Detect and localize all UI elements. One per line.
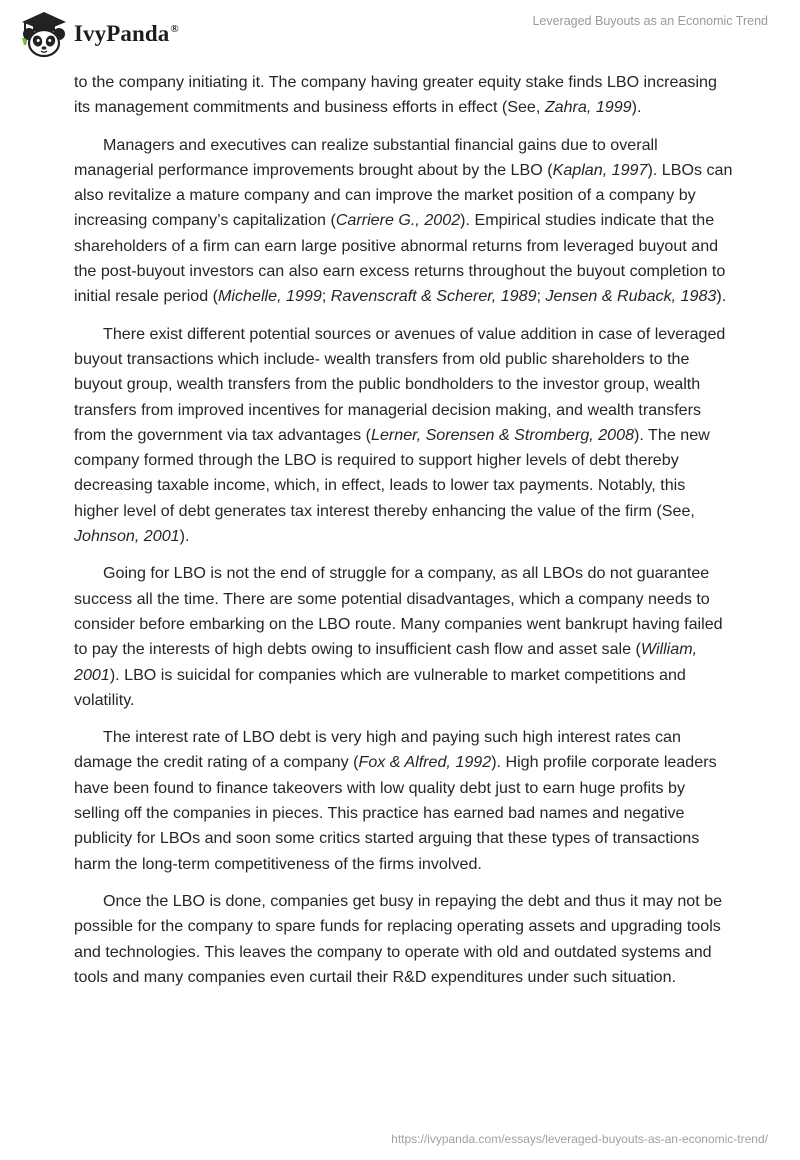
citation: Jensen & Ruback, 1983 [545, 287, 717, 306]
panda-graduate-icon [14, 8, 70, 60]
paragraph-text: ; [536, 287, 546, 306]
body-paragraph [74, 70, 734, 121]
paragraph-text: ). The new company formed through the LBO is required to support higher levels of debt thereby decreasing taxable income, which, in effect, leads to lower tax payments. Notably, this higher level of debt generates tax interest thereby enhancing the value of the firm (See, [74, 425, 710, 520]
paragraph-text: ). [716, 287, 727, 306]
paragraph-text: ). High profile corporate leaders have been found to finance takeovers with low quality debt just to earn huge profits by selling off the companies in pieces. This practice has earned bad names and negative publicity for LBOs and soon some critics started arguing that these types of transactions harm the long-term competitiveness of the firms involved. [74, 753, 717, 873]
body-paragraph [74, 725, 734, 877]
citation: Johnson, 2001 [74, 527, 180, 546]
essay-body [74, 70, 734, 1002]
paragraph-text: There exist different potential sources or avenues of value addition in case of leveraged buyout transactions which include- wealth transfers from old public shareholders to the buyout group, wealth transfers from the public bondholders to the investor group, wealth transfers from improved incentives for managerial decision making, and wealth transfers from the government via tax advantages ( [74, 324, 726, 444]
paragraph-text: Once the LBO is done, companies get busy in repaying the debt and thus it may not be possible for the company to spare funds for replacing operating assets and upgrading tools and technologies. This leaves the company to operate with old and outdated systems and tools and many companies even curtail their R&D expenditures under such situation. [74, 891, 723, 986]
body-paragraph [74, 133, 734, 310]
page-header [0, 0, 800, 64]
source-url[interactable]: https://ivypanda.com/essays/leveraged-buyouts-as-an-economic-trend/ [391, 1132, 768, 1146]
citation: Ravenscraft & Scherer, 1989 [330, 287, 537, 306]
citation: Michelle, 1999 [218, 287, 322, 306]
paragraph-text: ; [321, 287, 331, 306]
paragraph-text: The interest rate of LBO debt is very high and paying such high interest rates can damage the credit rating of a company ( [74, 728, 681, 772]
citation: Zahra, 1999 [544, 98, 632, 117]
paragraph-text: to the company initiating it. The company having greater equity stake finds LBO increasing its management commitments and business efforts in effect (See, [74, 73, 717, 117]
body-paragraph [74, 561, 734, 713]
paragraph-text: Going for LBO is not the end of struggle for a company, as all LBOs do not guarantee success all the time. There are some potential disadvantages, which a company needs to consider before embarking on the LBO route. Many companies went bankrupt having failed to pay the interests of high debts owing to insufficient cash flow and asset sale ( [74, 564, 723, 659]
citation: William, 2001 [74, 640, 698, 684]
paragraph-text: ). LBOs can also revitalize a mature company and can improve the market position of a company by increasing company’s capitalization ( [74, 160, 733, 230]
paragraph-text: ). LBO is suicidal for companies which are vulnerable to market competitions and volatility. [74, 665, 686, 709]
document-title: Leveraged Buyouts as an Economic Trend [532, 14, 768, 28]
paragraph-text: ). Empirical studies indicate that the shareholders of a firm can earn large positive abnormal returns from leveraged buyout and the post-buyout investors can also earn excess returns throughout the buyout completion to initial resale period ( [74, 211, 726, 306]
paragraph-text: Managers and executives can realize substantial financial gains due to overall managerial performance improvements brought about by the LBO ( [74, 135, 658, 179]
citation: Fox & Alfred, 1992 [358, 753, 492, 772]
citation: Lerner, Sorensen & Stromberg, 2008 [371, 425, 635, 444]
body-paragraph [74, 322, 734, 550]
citation: Carriere G., 2002 [335, 211, 461, 230]
brand-name: IvyPanda® [74, 21, 179, 46]
ivypanda-logo[interactable] [14, 8, 179, 60]
citation: Kaplan, 1997 [552, 160, 648, 179]
paragraph-text: ). [631, 98, 642, 117]
paragraph-text: ). [179, 527, 190, 546]
body-paragraph [74, 889, 734, 990]
